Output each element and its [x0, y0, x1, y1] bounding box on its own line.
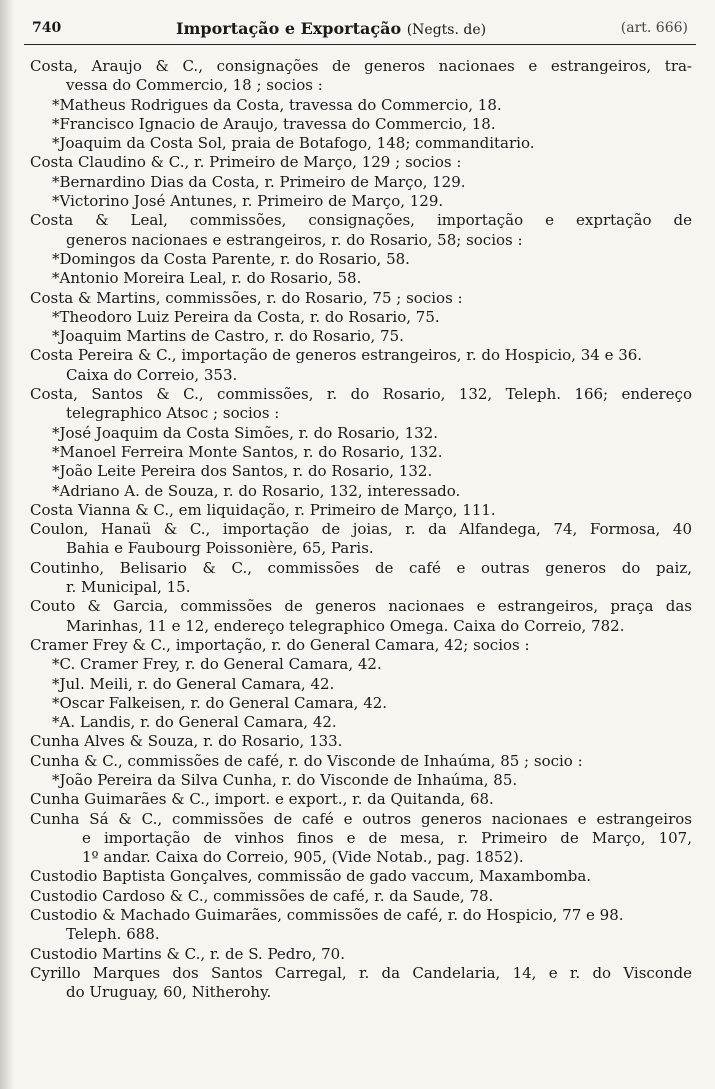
- continuation-line: Bahia e Faubourg Poissonière, 65, Paris.: [66, 539, 374, 558]
- partner-line: *Francisco Ignacio de Araujo, travessa do Commercio, 18.: [52, 114, 496, 133]
- continuation-line: Marinhas, 11 e 12, endereço telegraphico Omega. Caixa do Correio, 782.: [66, 616, 625, 635]
- page-title: [176, 19, 486, 38]
- firm-entry-line: Cunha & C., commissões de café, r. do Visconde de Inhaúma, 85 ; socio :: [30, 751, 583, 770]
- firm-entry-line: Costa, Santos & C., commissões, r. do Rosario, 132, Teleph. 166; endereço: [30, 385, 692, 404]
- firm-entry-line: Coulon, Hanaü & C., importação de joias, r. da Alfandega, 74, Formosa, 40: [30, 520, 692, 539]
- continuation-line: generos nacionaes e estrangeiros, r. do Rosario, 58; socios :: [66, 230, 523, 249]
- continuation-line: Caixa do Correio, 353.: [66, 365, 238, 384]
- directory-entries: [24, 57, 692, 1003]
- title-subtitle: (Negts. de): [406, 22, 487, 38]
- continuation-line: Teleph. 688.: [66, 925, 160, 944]
- firm-entry-line: Costa Pereira & C., importação de generos estrangeiros, r. do Hospicio, 34 e 36.: [30, 346, 643, 365]
- article-number: (art. 666): [620, 20, 688, 36]
- page-number: 740: [32, 20, 62, 36]
- partner-line: *A. Landis, r. do General Camara, 42.: [52, 713, 337, 732]
- partner-line: *Joaquim da Costa Sol, praia de Botafogo, 148; commanditario.: [52, 134, 535, 153]
- firm-entry-line: Costa & Leal, commissões, consignações, importação e exprtação de: [30, 211, 692, 230]
- firm-entry-line: Cunha Alves & Souza, r. do Rosario, 133.: [30, 732, 343, 751]
- running-header: [24, 14, 696, 45]
- firm-entry-line: Cunha Sá & C., commissões de café e outros generos nacionaes e estrangeiros: [30, 809, 692, 828]
- firm-entry-line: Costa Claudino & C., r. Primeiro de Março, 129 ; socios :: [30, 153, 462, 172]
- firm-entry-line: Costa Vianna & C., em liquidação, r. Primeiro de Março, 111.: [30, 500, 496, 519]
- firm-entry-line: Coutinho, Belisario & C., commissões de café e outras generos do paiz,: [30, 558, 692, 577]
- partner-line: *Adriano A. de Souza, r. do Rosario, 132, interessado.: [52, 481, 461, 500]
- continuation-line: vessa do Commercio, 18 ; socios :: [66, 76, 323, 95]
- partner-line: *Manoel Ferreira Monte Santos, r. do Rosario, 132.: [52, 442, 443, 461]
- page-binding-edge: [0, 0, 14, 1089]
- firm-entry-line: Custodio Martins & C., r. de S. Pedro, 70.: [30, 944, 345, 963]
- partner-line: *Joaquim Martins de Castro, r. do Rosario, 75.: [52, 327, 404, 346]
- firm-entry-line: Custodio Cardoso & C., commissões de café, r. da Saude, 78.: [30, 886, 494, 905]
- firm-entry-line: Costa & Martins, commissões, r. do Rosario, 75 ; socios :: [30, 288, 463, 307]
- continuation-line: r. Municipal, 15.: [66, 578, 191, 597]
- continuation-line: do Uruguay, 60, Nitherohy.: [66, 983, 272, 1002]
- continuation-line: 1º andar. Caixa do Correio, 905, (Vide Notab., pag. 1852).: [82, 848, 524, 867]
- partner-line: *João Pereira da Silva Cunha, r. do Visconde de Inhaúma, 85.: [52, 770, 518, 789]
- title-main: Importação e Exportação: [176, 19, 402, 38]
- partner-line: *Jul. Meili, r. do General Camara, 42.: [52, 674, 335, 693]
- partner-line: *Matheus Rodrigues da Costa, travessa do Commercio, 18.: [52, 95, 502, 114]
- firm-entry-line: Cyrillo Marques dos Santos Carregal, r. da Candelaria, 14, e r. do Visconde: [30, 963, 692, 982]
- partner-line: *João Leite Pereira dos Santos, r. do Rosario, 132.: [52, 462, 433, 481]
- firm-entry-line: Couto & Garcia, commissões de generos nacionaes e estrangeiros, praça das: [30, 597, 692, 616]
- firm-entry-line: Costa, Araujo & C., consignações de generos nacionaes e estrangeiros, tra-: [30, 57, 692, 75]
- partner-line: *C. Cramer Frey, r. do General Camara, 42.: [52, 655, 382, 674]
- continuation-line: e importação de vinhos finos e de mesa, r. Primeiro de Março, 107,: [82, 828, 692, 847]
- partner-line: *Victorino José Antunes, r. Primeiro de Março, 129.: [52, 192, 444, 211]
- partner-line: *Bernardino Dias da Costa, r. Primeiro de Março, 129.: [52, 172, 466, 191]
- partner-line: *José Joaquim da Costa Simões, r. do Rosario, 132.: [52, 423, 438, 442]
- partner-line: *Theodoro Luiz Pereira da Costa, r. do Rosario, 75.: [52, 307, 440, 326]
- partner-line: *Oscar Falkeisen, r. do General Camara, 42.: [52, 693, 388, 712]
- firm-entry-line: Custodio Baptista Gonçalves, commissão de gado vaccum, Maxambomba.: [30, 867, 592, 886]
- firm-entry-line: Cunha Guimarães & C., import. e export., r. da Quitanda, 68.: [30, 790, 494, 809]
- firm-entry-line: Custodio & Machado Guimarães, commissões de café, r. do Hospicio, 77 e 98.: [30, 906, 624, 925]
- continuation-line: telegraphico Atsoc ; socios :: [66, 404, 280, 423]
- firm-entry-line: Cramer Frey & C., importação, r. do General Camara, 42; socios :: [30, 635, 530, 654]
- partner-line: *Domingos da Costa Parente, r. do Rosario, 58.: [52, 249, 410, 268]
- partner-line: *Antonio Moreira Leal, r. do Rosario, 58.: [52, 269, 362, 288]
